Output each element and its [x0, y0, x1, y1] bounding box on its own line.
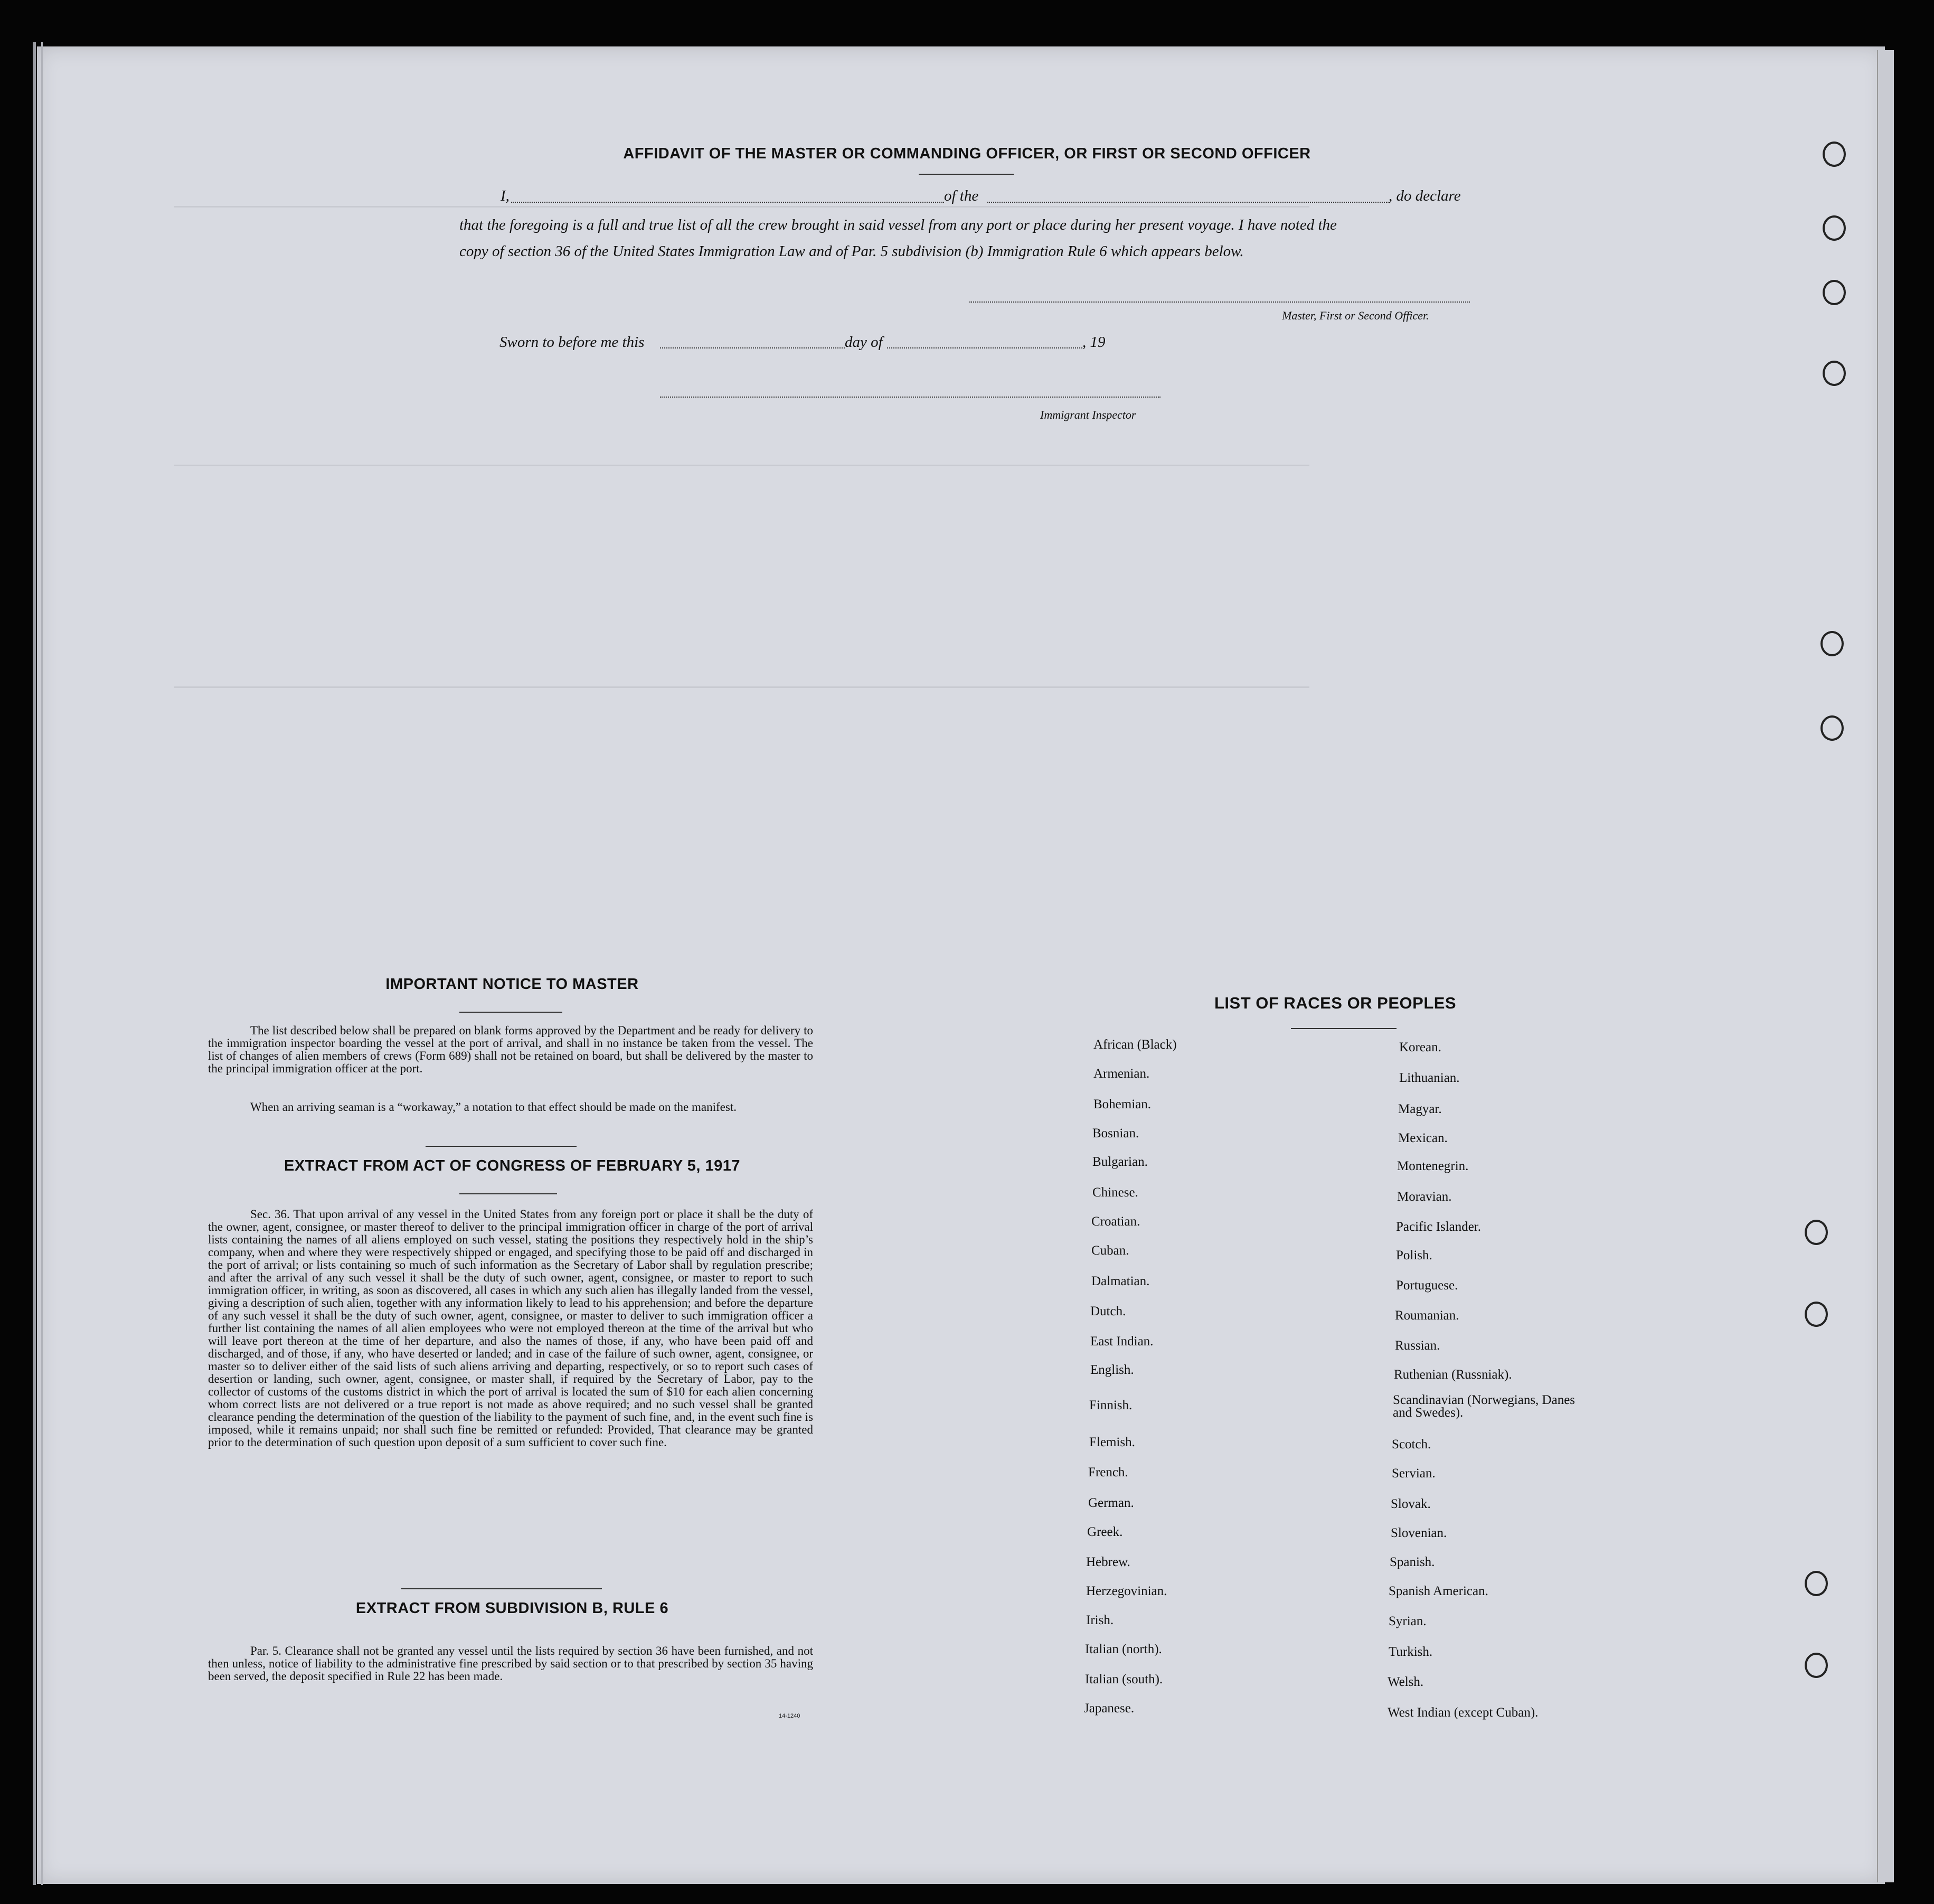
race-item: West Indian (except Cuban). — [1388, 1705, 1539, 1720]
act-title-rule — [459, 1193, 557, 1194]
race-item: Dalmatian. — [1091, 1274, 1150, 1288]
punch-hole — [1805, 1571, 1828, 1596]
race-item: Finnish. — [1089, 1398, 1133, 1412]
race-item: Korean. — [1399, 1040, 1441, 1054]
race-item: Herzegovinian. — [1086, 1584, 1167, 1598]
race-item: Italian (south). — [1085, 1672, 1163, 1686]
affidavit-title: AFFIDAVIT OF THE MASTER OR COMMANDING OFFICER, OR FIRST OR SECOND OFFICER — [623, 145, 1311, 162]
binder-edge — [33, 42, 36, 1885]
race-item: Turkish. — [1389, 1645, 1433, 1659]
race-item: Hebrew. — [1086, 1555, 1130, 1569]
race-item: Armenian. — [1093, 1067, 1150, 1081]
race-item: Welsh. — [1388, 1675, 1424, 1689]
notice-title: IMPORTANT NOTICE TO MASTER — [385, 976, 639, 993]
stacked-page-edge — [1877, 50, 1894, 1882]
inspector-label: Immigrant Inspector — [1040, 408, 1136, 421]
race-item: Greek. — [1087, 1525, 1123, 1539]
punch-hole — [1805, 1302, 1828, 1327]
race-item: English. — [1090, 1363, 1134, 1377]
punch-hole — [1820, 715, 1844, 741]
section-divider — [426, 1146, 577, 1147]
title-rule — [919, 174, 1014, 175]
sworn-month-blank[interactable] — [887, 347, 1082, 348]
punch-hole — [1823, 361, 1846, 386]
notice-paragraph-2: When an arriving seaman is a “workaway,” a notation to that effect should be made on the manifest. — [250, 1100, 737, 1114]
race-item: Dutch. — [1090, 1304, 1126, 1318]
punch-hole — [1805, 1220, 1828, 1245]
race-item: Moravian. — [1397, 1190, 1452, 1204]
race-item: Ruthenian (Russniak). — [1394, 1368, 1512, 1382]
race-item: Slovenian. — [1391, 1526, 1447, 1540]
race-item: Polish. — [1396, 1248, 1432, 1262]
sworn-day-blank[interactable] — [660, 347, 845, 348]
races-title: LIST OF RACES OR PEOPLES — [1214, 994, 1457, 1012]
bleed-through-line — [174, 206, 1309, 208]
bleed-through-line — [174, 686, 1309, 688]
race-item: Russian. — [1395, 1339, 1440, 1353]
binder-edge-inner — [41, 42, 43, 1885]
race-item: Japanese. — [1084, 1701, 1135, 1716]
form-number: 14-1240 — [779, 1713, 800, 1719]
vessel-blank[interactable] — [987, 202, 1389, 203]
race-item: Scandinavian (Norwegians, Danes and Swedes). — [1393, 1393, 1575, 1420]
master-signature-label: Master, First or Second Officer. — [1282, 309, 1429, 322]
affidavit-line1-start: I, — [501, 187, 510, 204]
rule-extract-title: EXTRACT FROM SUBDIVISION B, RULE 6 — [355, 1600, 669, 1617]
race-item: African (Black) — [1093, 1038, 1177, 1052]
punch-hole — [1820, 631, 1844, 656]
race-item: Spanish. — [1390, 1555, 1435, 1569]
name-blank[interactable] — [511, 202, 944, 203]
race-item: Pacific Islander. — [1396, 1220, 1482, 1234]
race-item: Montenegrin. — [1397, 1159, 1469, 1173]
affidavit-line3: copy of section 36 of the United States Immigration Law and of Par. 5 subdivision (b) Immigration Rule 6 which appears below. — [459, 243, 1244, 260]
race-item: Spanish American. — [1389, 1584, 1488, 1598]
race-item: East Indian. — [1090, 1334, 1154, 1349]
race-item: Bosnian. — [1092, 1126, 1139, 1140]
race-item: Roumanian. — [1395, 1308, 1459, 1323]
race-item: Scotch. — [1392, 1437, 1431, 1451]
sworn-year: , 19 — [1082, 334, 1106, 351]
race-item: Flemish. — [1089, 1435, 1135, 1449]
affidavit-line2: that the foregoing is a full and true list of all the crew brought in said vessel from any port or place during her present voyage. I have noted the — [459, 216, 1337, 233]
sworn-mid: day of — [845, 334, 883, 351]
race-item: Bulgarian. — [1092, 1155, 1148, 1169]
race-item: Slovak. — [1391, 1497, 1431, 1511]
section-divider — [401, 1588, 602, 1589]
master-signature-line[interactable] — [969, 301, 1470, 303]
race-item: Lithuanian. — [1399, 1071, 1460, 1085]
race-item: Syrian. — [1389, 1614, 1427, 1628]
affidavit-line1-end: , do declare — [1389, 187, 1461, 204]
punch-hole — [1805, 1653, 1828, 1678]
races-title-rule — [1291, 1028, 1397, 1029]
notice-title-rule — [459, 1012, 562, 1013]
inspector-signature-line[interactable] — [660, 397, 1161, 398]
race-item: Irish. — [1086, 1613, 1114, 1627]
race-item: Bohemian. — [1093, 1097, 1152, 1111]
race-item: Portuguese. — [1396, 1278, 1458, 1293]
race-item: Croatian. — [1091, 1214, 1140, 1229]
act-extract-body: Sec. 36. That upon arrival of any vessel in the United States from any foreign port or place it shall be the duty of the owner, agent, consignee, or master thereof to deliver to the principal immigration officer in charge of the port of arrival lists containing the names of all aliens employed on such vessel, stating the positions they respectively hold in the ship’s company, when and where they were respectively shipped or engaged, and specifying those to be paid off and discharged in the port of arrival; or lists containing so much of such information as the Secretary of Labor shall by regulation prescribe; and after the arrival of any such vessel it shall be the duty of such owner, agent, consignee, or master to report to such immigration officer, in writing, as soon as discovered, all cases in which any such alien has illegally landed from the vessel, giving a description of such alien, together with any information likely to lead to his apprehension; and before the departure of any such vessel it shall be the duty of such owner, agent, consignee, or master to deliver to such immigration officer a further list containing the names of all alien employees who were not employed thereon at the time of the arrival but who will leave port thereon at the time of her departure, and also the names of those, if any, who have been paid off and discharged, and of those, if any, who have deserted or landed; and in case of the failure of such owner, agent, consignee, or master so to deliver either of the said lists of such aliens arriving and departing, respectively, or so to report such cases of desertion or landing, such owner, agent, consignee, or master shall, if required by the Secretary of Labor, pay to the collector of customs of the customs district in which the port of arrival is located the sum of $10 for each alien concerning whom correct lists are not delivered or a true report is not made as above required; and no such vessel shall be granted clearance pending the determination of the question of the liability to the payment of such fine, and, in the event such fine is imposed, while it remains unpaid; nor shall such fine be remitted or refunded: Provided, That clearance may be granted prior to the determination of such question upon deposit of a sum sufficient to cover such fine. — [208, 1208, 813, 1449]
punch-hole — [1823, 280, 1846, 305]
notice-paragraph-1: The list described below shall be prepared on blank forms approved by the Department and be ready for delivery to the immigration inspector boarding the vessel at the port of arrival, and shall in no instance be taken from the vessel. The list of changes of alien members of crews (Form 689) shall not be retained on board, but shall be delivered by the master to the principal immigration officer at the port. — [208, 1024, 813, 1075]
race-item: Magyar. — [1398, 1102, 1442, 1116]
rule-extract-body: Par. 5. Clearance shall not be granted any vessel until the lists required by section 36 have been furnished, and not then unless, notice of liability to the administrative fine prescribed by said section or to that prescribed by section 35 having been served, the deposit specified in Rule 22 has been made. — [208, 1644, 813, 1683]
race-item: Italian (north). — [1085, 1642, 1162, 1656]
race-item: German. — [1088, 1496, 1134, 1510]
affidavit-line1-mid: of the — [944, 187, 979, 204]
race-item: French. — [1088, 1465, 1128, 1479]
race-item: Cuban. — [1091, 1243, 1129, 1258]
punch-hole — [1823, 215, 1846, 241]
bleed-through-line — [174, 465, 1309, 466]
act-extract-title: EXTRACT FROM ACT OF CONGRESS OF FEBRUARY 5, 1917 — [284, 1157, 741, 1174]
race-item: Chinese. — [1092, 1185, 1138, 1200]
race-item: Servian. — [1392, 1466, 1436, 1481]
race-item: Mexican. — [1398, 1131, 1448, 1145]
sworn-start: Sworn to before me this — [499, 334, 645, 351]
